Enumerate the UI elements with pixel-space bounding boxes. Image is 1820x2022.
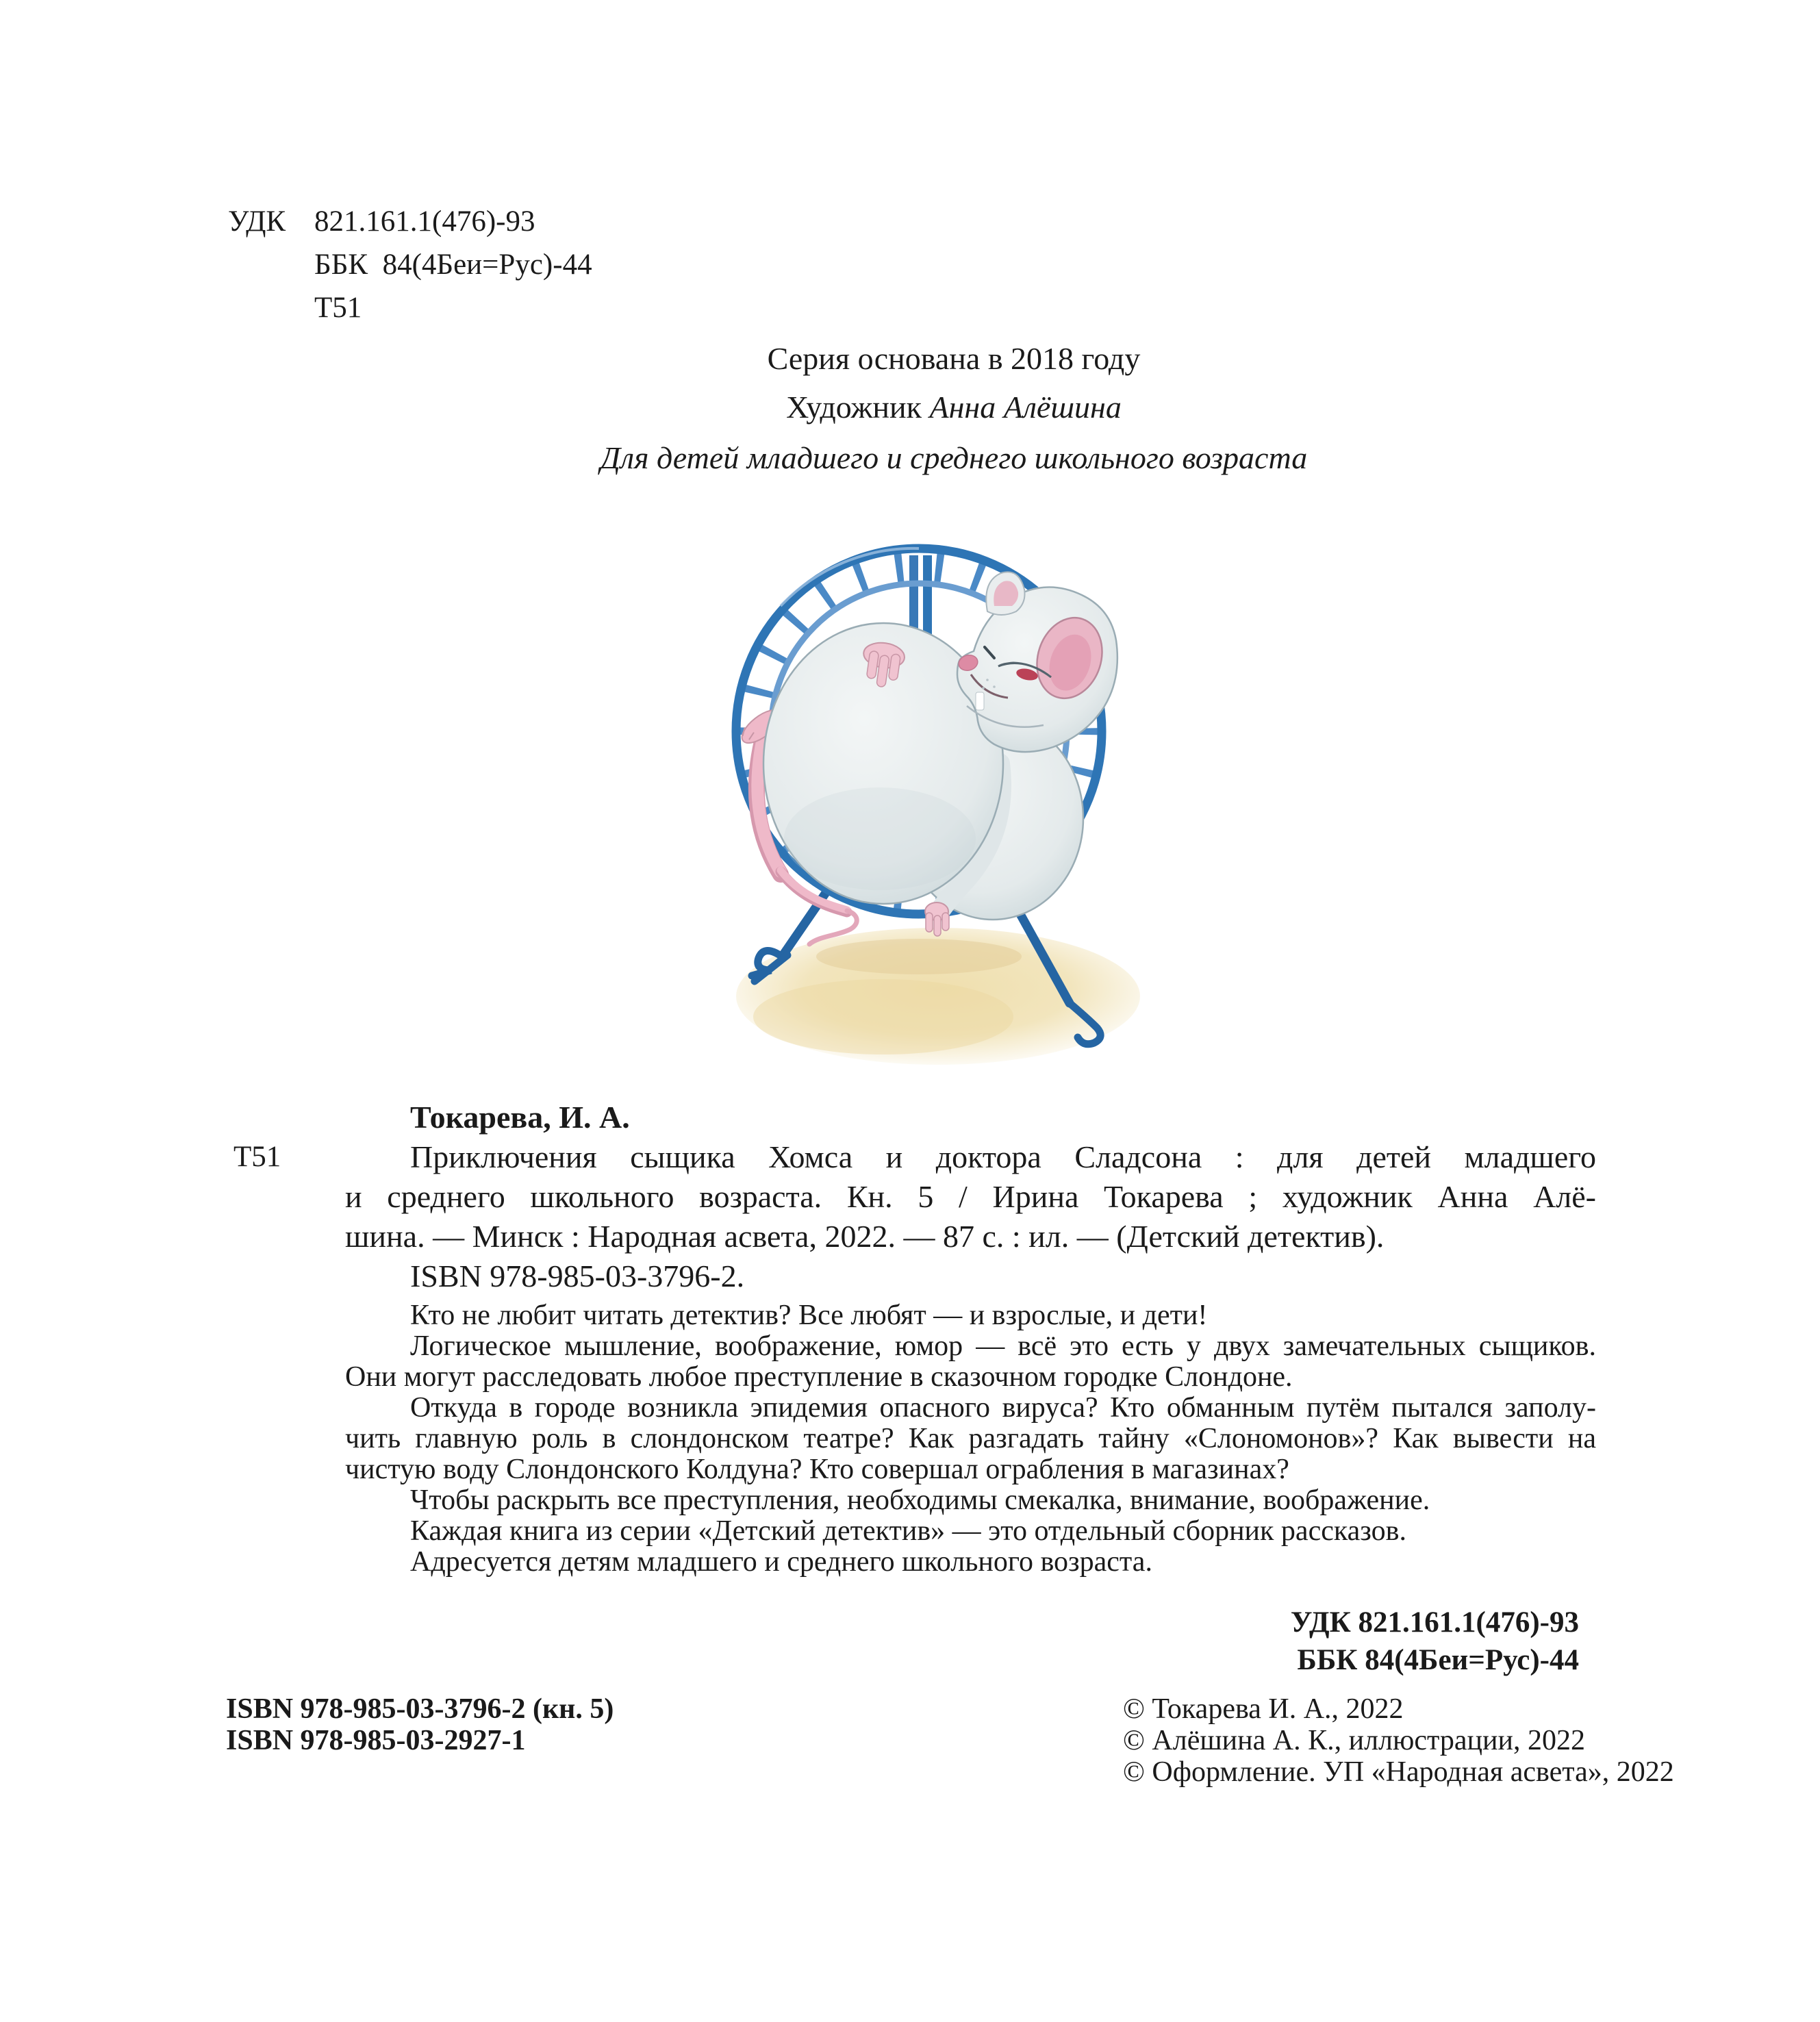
annotation-line: Чтобы раскрыть все преступления, необходимы смекалка, внимание, воображение. — [410, 1484, 1430, 1516]
annotation-line: чистую воду Слондонского Колдуна? Кто совершал ограбления в магазинах? — [345, 1454, 1289, 1485]
catalog-card — [345, 1098, 1596, 1296]
annotation-line: Каждая книга из серии «Детский детектив» — это отдельный сборник рассказов. — [410, 1515, 1406, 1547]
annotation-block — [345, 1300, 1596, 1578]
artist-name: Анна Алёшина — [929, 390, 1122, 425]
catalog-line: шина. — Минск : Народная асвета, 2022. — 87 с. : ил. — (Детский детектив). — [345, 1219, 1385, 1254]
udk-value: 821.161.1(476)-93 — [314, 205, 535, 238]
artist-label: Художник — [786, 390, 922, 425]
footer-isbn-block — [226, 1693, 614, 1756]
catalog-isbn: ISBN 978-985-03-3796-2. — [410, 1259, 745, 1293]
copyright-line: © Токарева И. А., 2022 — [1123, 1693, 1404, 1725]
mouse-in-wheel-illustration — [678, 524, 1157, 1072]
series-artist-line — [88, 387, 1820, 428]
top-codes-block — [228, 200, 592, 329]
author-sign-card: Т51 — [233, 1141, 281, 1173]
author-sign-top: Т51 — [314, 292, 362, 324]
catalog-author-heading: Токарева, И. А. — [410, 1100, 630, 1135]
copyright-line: © Алёшина А. К., иллюстрации, 2022 — [1123, 1725, 1585, 1756]
series-audience-line: Для детей младшего и среднего школьного возраста — [600, 440, 1308, 475]
bbk-right: ББК 84(4Беи=Рус)-44 — [1297, 1644, 1579, 1676]
footer-isbn-1: ISBN 978-985-03-3796-2 (кн. 5) — [226, 1693, 614, 1725]
catalog-line: и среднего школьного возраста. Кн. 5 / Ирина Токарева ; художник Анна Алё- — [345, 1179, 1596, 1214]
bbk-label: ББК — [314, 249, 368, 281]
mouse-in-wheel-svg — [678, 524, 1157, 1072]
series-founded-line: Серия основана в 2018 году — [767, 341, 1141, 376]
copyright-line: © Оформление. УП «Народная асвета», 2022 — [1123, 1756, 1674, 1788]
udk-row — [228, 200, 592, 243]
annotation-line: чить главную роль в слондонском театре? Как разгадать тайну «Слономонов»? Как вывести на — [345, 1423, 1596, 1454]
bbk-row — [228, 243, 592, 286]
author-sign-row — [228, 286, 592, 329]
codes-right-block — [1291, 1604, 1579, 1679]
mouse-hanging-paw — [925, 902, 949, 936]
catalog-line: Приключения сыщика Хомса и доктора Сладсона : для детей младшего — [410, 1139, 1596, 1174]
annotation-line: Адресуется детям младшего и среднего школьного возраста. — [410, 1546, 1152, 1578]
footer-copyright-block — [1123, 1693, 1674, 1788]
udk-right: УДК 821.161.1(476)-93 — [1290, 1606, 1579, 1639]
annotation-line: Они могут расследовать любое преступление в сказочном городке Слондоне. — [345, 1361, 1293, 1393]
bbk-value: 84(4Беи=Рус)-44 — [382, 249, 592, 281]
udk-label: УДК — [228, 205, 286, 238]
annotation-line: Логическое мышление, воображение, юмор — всё это есть у двух замечательных сыщиков. — [410, 1330, 1596, 1362]
annotation-line: Кто не любит читать детектив? Все любят — и взрослые, и дети! — [410, 1300, 1208, 1331]
annotation-line: Откуда в городе возникла эпидемия опасного вируса? Кто обманным путём пытался заполу- — [410, 1392, 1596, 1424]
footer-isbn-2: ISBN 978-985-03-2927-1 — [226, 1725, 526, 1756]
